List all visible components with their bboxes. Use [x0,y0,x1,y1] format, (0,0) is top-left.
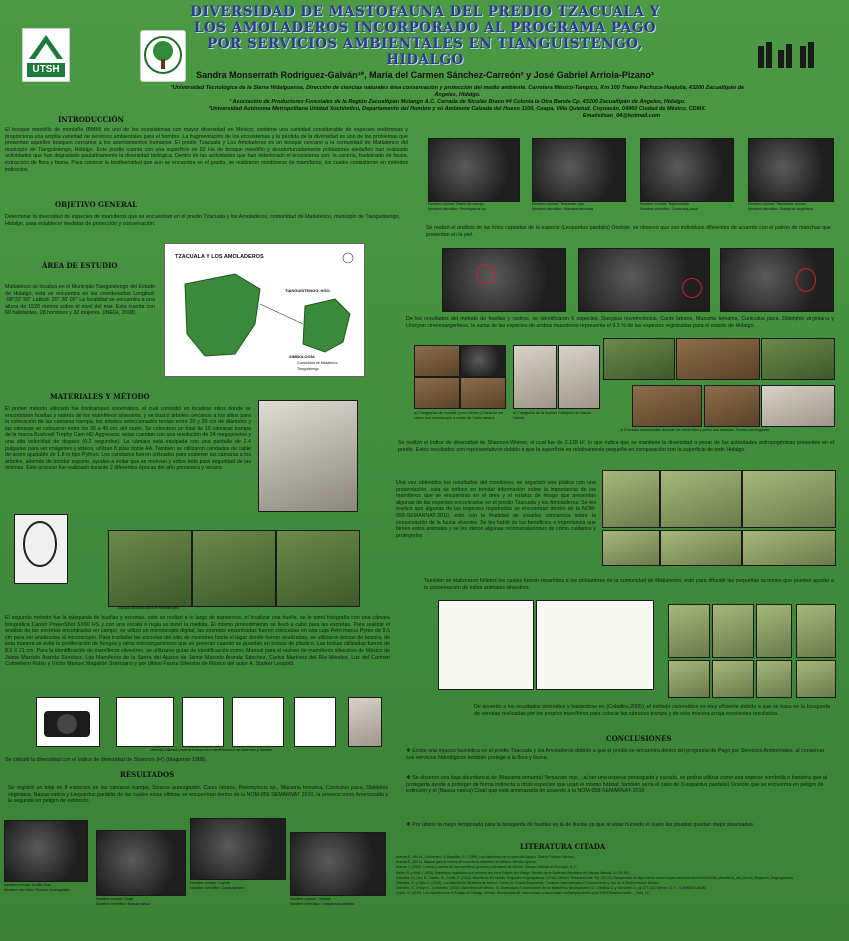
poster-title: DIVERSIDAD DE MASTOFAUNA DEL PREDIO TZACUALA Y LOS AMOLADEROS INCORPORADO AL PROGRAMA PAGO POR SERVICIOS AMBIENTALES EN TIANGUISTENGO, HIDALGO [190,4,660,68]
caption-mazama: Nombre común: Temazate rojo Nombre científico: Mazama temama [532,202,593,211]
map-title: TZACUALA Y LOS AMOLADEROS [175,254,264,260]
reference-7: Ceballos, G., Arroyo C., y Medellín. (2002). Mamíferos de México. In: Diversidad y Conservación de los Mamíferos Neotropicales (G. Ceballos G. y Simonetti J.). pp.377-413. México, D. F.: CONABIO-UNAM. [396,886,707,891]
photo-petri [182,697,224,747]
caption-coati: Nombre común: Coatí Nombre científico: Nasua narica [96,897,151,906]
photo-microscope [232,697,284,747]
photo-entrega-5 [668,660,710,698]
photo-platica-1 [602,470,660,528]
materiales-text-2: El segundo método fue la búsqueda de huellas y excretas, este se realizó a lo largo de transectos, el localizar una huella, se le tomó fotografía con una cámara fotográfica Canon PowerShot SX60 HS y con una escala o regla se tomó la medida. El mismo procedimiento se llevó a cabo para las excretas. Para realizar el análisis de las excretas encontradas en campo, se utilizó un microscopio digital, las excretas encontradas fueron colocadas en una caja Petri marca Pyrex de 9.5 cm para ser analizadas al microscopio. Para trasladar las excretas del sitio de muestreo hasta el lugar donde fueron analizadas, se utilizaron bolsas de basura, de esta manera se evita la proliferación de hongos y otros microorganismos que se generan cuando se guardan en bolsas de plástico. Las bolsas utilizadas fueron de 8.5 X 21 cm. Para la identificación de mamíferos silvestres, se utilizaron guías de identificación como: Manual para el rastreo de mamíferos silvestres de México de Jaime Marcelo Aranda Sánchez, Los Mamíferos de la Sierra del Ajusco de Jaime Marcelo Aranda Sánchez, Carlos Martínez del Río Méndez, Luz del Carmen Colmenero Rolón y Víctor Manuel Magallón Sotérzano y por último Fauna Silvestre de México del autor A. Starker Leopold. [5,615,390,668]
area-text: Matlatenco se localiza en el Municipio Tianguistengo del Estado de Hidalgo, esta se encuentra en las coordenadas Longitud: -98°32' 50" Latitud: 20° 38' 00" La localidad se encuentra a una altura de 1520 metros sobre el nivel del mar. Esta cuenta con 60 habitantes, 28 hombres y 32 mujeres. (INEGI, 2008) [5,284,155,317]
reference-3: Aranda J. (2000). Huellas y rastros de los mamíferos grandes y medianos de México. Xalapa: Instituto de Ecología, A. C. [396,865,578,870]
photo-entrega-7 [756,660,792,698]
uam-logo [756,40,818,74]
photo-rastro-5 [704,385,760,427]
shannon-text: Se realizó el índice de diversidad de Shannon-Wiener, el cual fue de 2.128 H', lo que indica que se mantiene la diversidad a pesar de las actividades antropogénicas presentes en el predio. Estos resultados son representativos debido a que la superficie es relativamente pequeña en comparación con la superficie de todo Hidalgo. [398,440,834,453]
caption-coyote: Nombre común: Coyote Nombre científico: Canis latrans [190,881,244,890]
reference-8: López, N. (2015). Los mamíferos en el Estado de Hidalgo, México. Recuperado de: www.revista.conacyt.unam.mx/theryamx/index.php/THERYA/article/view/..._Hidd_18 [396,891,649,896]
materiales-heading: MATERIALES Y MÉTODO [50,392,150,401]
resultados-heading: RESULTADOS [120,770,175,779]
photo-ocelote [290,832,386,896]
huellas-text: De los resultados del método de huellas y rastros, se identificaron 6 especies. Dasypus novemcinctus, Canis latrans, Mazama temama, Cuniculus paca, Didelphis virginiana y Urocyon cinereoargenteus, la suma de las especies de ambos muestreos representa el 9.5 % de las especies registradas para el estado de Hidalgo. [406,316,834,329]
materiales-text-3: Se calculó la diversidad con el índice de diversidad de Shannon (H') (Magurran 1988). [5,757,208,763]
conclusion-2-text: Se observó una baja abundancia de (Mazama temama) Temazate rojo, , al ser una especie perseguida y cazada, se podría utilizar como una especie sombrilla o bandera que al protegerla ayude a proteger de forma indirecta a otras especies que usan el mismo hábitat, también sería el caso de (Leopardus pardalis) Ocelote que se encuentra en peligro de extinción y el (Nasua narica) Coatí que está amenazada de acuerdo a la NOM-059-SEMARNAT-2010 [406,775,828,795]
affiliation-2: ² Asociación de Productores Forestales de la Región Zacualtipán Molango A.C. Cerrada de Nicolás Bravo #4 Colonia la Otra Banda Cp. 43200 Zacualtipán de Ángeles, Hidalgo. [229,99,686,105]
literatura-heading: LITERATURA CITADA [520,842,606,851]
photo-guide [348,697,382,747]
bullet-icon: ❖ [406,748,413,754]
conclusion-1 [406,748,831,761]
map-legend-2: Tianguistengo [297,367,319,371]
photo-entrega-2 [712,604,754,658]
reference-5: Ceballos, G., List, R., Valdes, R., Christ, P. (2010). Mamíferos del mundo: Regiones biogeográficas. (1ª ed.) México: ResearchGate. Pp. (35-70). Recuperado de https://www.researchgate.net/publication/316693436_Mamiferos_del_Mundo_Regiones_biogeograficas [396,875,793,880]
equipo-caption: Equipo utilizado para el fototrampeo [118,606,179,610]
photo-platica-5 [660,530,742,566]
photo-huella-2 [558,345,600,409]
photo-platica-4 [602,530,660,566]
reference-1: Aranda S., Río M., Colmenero, & Magallón, G. ( 1995). Los Mamíferos de la sierra del Ajusco. Distrito Federal: México. [396,855,575,859]
intro-text: El bosque mesófilo de montaña (BMM) es uno de los ecosistemas con mayor diversidad en México; contiene una cantidad considerable de especies endémicas y proporciona una amplia variedad de servicios ambientales para el hombre. La fragmentación de los ecosistemas y la pérdida de la diversidad es uno de los problemas que presentan aquellos bosques cercanos a los asentamientos humanos. El predio Tzacuala y Los Amoladeros es un bosque cercano a la comunidad de Matlatenco del municipio de Tianguistengo, Hidalgo. Este predio cuenta con una superficie de 82 Ha de bosque mesófilo y desafortunadamente pobladores aledaños han realizado actividades que han degradado paulatinamente la diversidad biológica. Dentro de las actividades que han deteriorado el ecosistema son: la cacería, tradeinado de fauna, extracción de flora y fauna. Para conocer la biodiversidad que aun se encuentra en el predio, se realizaron monitoreos de mamíferos, los cuales consistieron en métodos indirectos. [5,127,408,173]
photo-entrega-3 [756,604,792,658]
affiliations [165,85,750,120]
utsh-logo [22,28,70,82]
photo-ocelote-3 [720,248,834,312]
bullet-icon: ❖ [406,822,413,828]
map-graphic [165,244,364,376]
platica-text: Una vez obtenidos los resultados del monitoreo, se organizó una plática con una presentación, esta se enfoco en brindar información sobre la importancia de los mamíferos que se encuentran en el área y el estatus de riesgo que presentan algunas de las especies encontradas en el predio Tzacuala y los Amoladeros. Se les explicó que algunas de las especies registradas se encuentran dentro de la NOM-059-SEMARNAT-2010, esto con la finalidad de crearles conciencia sobre la conservación de la fauna silvestre. Se les habló de los beneficios e importancia que tienen estos animales y se les dieron algunas recomendaciones de cómo cuidarlos y protegerlos [396,480,596,539]
reference-6: Ceballos, G. y Oliva G. (2005). Los Mamíferos Silvestres de México. Fondo de Cultura Económica, Comisión Nacional para el Conocimiento y Uso de la Biodiversidad: México. [396,881,660,886]
ocelote-text: Se realizó el análisis de las fotos captadas de la especie (Leopardus pardalis) Ocelote, se observó que son individuos diferentes de acuerdo con el patrón de manchas que presentan en la piel. [426,225,831,238]
photo-entrega-8 [796,660,836,698]
photo-coati [96,830,186,896]
objetivo-heading: OBJETIVO GENERAL [55,200,138,209]
conclusion-1-text: Existe una riqueza faunística en el predio Tzacuala y los Amoladeros debido a que el predio se encuentra dentro del programa de Pago por Servicios Ambientales, al conservar sus servicios hidrológicos también protege a la flora y fauna. [406,748,825,761]
ceballos-text: De acuerdo a los resultados obtenidos y basándose en (Ceballos,2005), el método sistemático es muy eficiente debido a que se basa en la búsqueda de veredas realizadas por los propios mamíferos para colocar las cámaras trampa y de esta manera arroja excelentes resultados. [474,704,830,717]
photo-rastro-6 [761,385,835,427]
reference-2: Aranda S. (2012). Manual para el rastreo de mamíferos silvestres de México. México: Apunte. [396,860,537,865]
photo-excreta-4 [460,377,506,409]
photo-entrega-6 [712,660,754,698]
photo-field-2 [192,530,276,607]
photo-didelphis [748,138,834,202]
map-legend-1: Comunidad de Matlatenco [297,361,338,365]
map-label: TIANGUISTENGO, HGO. [285,288,331,293]
photo-excreta-2 [460,345,506,377]
caption-ocelote: Nombre común: Ocelote Nombre científico: Leopardus pardalis [290,897,354,906]
photo-rastro-1 [603,338,675,380]
photo-mazama [532,138,626,202]
ocelote-ring-2 [682,278,702,298]
resultados-text-1: Se registró un total de 8 especies en las cámaras trampa, Sciurus aureogaster, Canis latrans, Peromyscus sp., Mazama temama, Cuniculus paca, Didelphis virginiana, Nasua narica y Leopardus pardalis de las cuales estas últimas se encuentran dentro de la NOM-059 SEMARNAT 2010, la primera como Amenazada y la segunda en peligro de extinción. [8,785,388,805]
references [396,855,836,897]
photo-excreta-1 [414,345,460,377]
photo-folleto-1 [438,600,534,690]
bullet-icon: ❖ [406,775,413,781]
map-legend: SIMBOLOGÍA [289,354,315,359]
photo-rastro-2 [676,338,760,380]
caption-didelphis: Nombre común: Tlacuache común Nombre científico: Didelphis virginiana [748,202,813,211]
email: Emailsilsan_04@hotmail.com [582,113,660,119]
photo-bag [294,697,336,747]
cable-lock-icon [14,514,66,582]
photo-entrega-1 [668,604,710,658]
conclusion-2 [406,775,831,795]
authors: Sandra Monserrath Rodríguez-Galván¹*, María del Carmen Sánchez-Carreón² y José Gabriel Arriola-Pizano³ [196,70,654,80]
affiliation-3: ³Universidad Autónoma Metropolitana Unidad Xochimilco, Departamento del Hombre y su Ambiente Calzada del Hueso 1100, Coapa, Villa Quietud, Coyoacán, 04960 Ciudad de México, CDMX. [208,106,707,112]
photo-peromyscus [428,138,520,202]
photo-rastro-4 [632,385,702,427]
photo-cuniculus [640,138,734,202]
photo-entrega-4 [796,604,836,658]
ocelote-ring-3 [796,268,816,292]
conclusion-3-text: Por último la mejor temporada para la búsqueda de huellas es la de lluvias ya que al estar húmedo el suelo las pisadas quedan mejor plasmadas. [412,822,755,828]
folletos-text: También se elaboraron folletos los cuales fueron repartidos a los pobladores de la comunidad de Matlatenco, esto para difundir las pequeñas acciones que pueden ayudar a la conservación de estos animales silvestres. [424,578,834,591]
caption-ardilla: Nombre común: Ardilla Gris Nombre científico: Sciurus aureogaster [4,883,70,892]
photo-platica-6 [742,530,836,566]
photo-rastro-3 [761,338,835,380]
affiliation-1: ¹Universidad Tecnológica de la Sierra Hidalguense, Dirección de ciencias naturales área conservación y protección del medio ambiente. Carretera México-Tampico, Km 100 Tramo Pachuca-Huejutla, 43200 Zacualtipán de Ángeles, Hidalgo. [170,85,745,98]
utsh-logo-text: UTSH [32,64,60,75]
uam-emblem-icon [756,40,818,74]
caption-peromyscus: Nombre común: Ratón de campo Nombre científico: Peromyscus sp. [428,202,487,211]
camera-icon [40,703,94,741]
photo-camera-trap [258,400,358,512]
study-area-map [164,243,365,377]
micro-caption-a: a) Fotografías de excreta y pelo dentro y fuera de ser vistos con microscopio a mano de Canis latrans [414,411,504,420]
materiales-text-1: El primer método utilizado fue fototrampeo sistemático, el cual consistió en localizar sitios donde se encontraron huellas y rastros de los mamíferos silvestres, y se buscó árboles cercanos a los sitios para la colocación de las cámaras trampa, los árboles seleccionados tenían entre 20 y 30 cm de diámetro y las cámaras se colocaron entre los 30 a 40 cm. del suelo. Se colocaron un total de 10 cámaras trampa de la marca Bushnell Trophy Cam HD Aggressor, estas cuentan con una resolución de 24 megapixeles y una alta velocidad de disparo (0.2 segundos). La cámara está equipada con una pantalla de 2.4 pulgadas para ver imágenes y videos, utilizan 8 pilas doble AA. También se utilizaron candados de cable de acero ajustable de 1.8 m tipo Python. Los candados fueron utilizados para sostener las cámaras a los árboles, además de brindar soporte, ayudan a evitar que se muevan y sobre todo para seguridad de las mismas. Este proceso fue realizado durante 2 diferentes épocas del año primavera y verano. [5,406,251,472]
photo-field-1 [108,530,192,607]
photo-coyote [190,818,286,880]
photo-folleto-2 [536,600,654,690]
conclusiones-heading: CONCLUSIONES [606,734,672,743]
area-heading: ÁREA DE ESTUDIO [42,261,118,270]
tools-caption: Material utilizado para la búsqueda e identificación de excretas y huellas [150,748,272,752]
photo-ruler [116,697,174,747]
photo-huella-1 [513,345,557,409]
photo-field-3 [276,530,360,607]
micro-caption-c: c) Excretas encontradas durante los recorridos y pelos con caracas, Sciurus aureogaster. [620,428,771,432]
photo-ocelote-1 [442,248,566,312]
conclusion-3 [406,822,831,829]
caption-cuniculus: Nombre común: Tepezcuintle Nombre científico: Cuniculus paca [640,202,698,211]
photo-platica-2 [660,470,742,528]
photo-platica-3 [742,470,836,528]
objetivo-text: Determinar la diversidad de especies de mamíferos que se encuentran en el predio Tzacuala y los Amoladeros, comunidad de Matlatenco, municipio de Tianguistengo, Hidalgo, para establecer medidas de protección y conservación. [5,214,400,227]
ocelote-ring-1 [476,264,496,284]
intro-heading: INTRODUCCIÓN [58,115,124,124]
photo-excreta-3 [414,377,460,409]
photo-ardilla [4,820,88,882]
reference-4: Baker, R. y Wolf. ( 1953). Mamíferos registrados por primera vez en el Estado de Hidalgo. Revista de la Sociedad Mexicana de Historia Natural. 14: 99-100. [396,870,631,875]
micro-caption-b: b) Fotografía de la huellas Didelphis de Nasua Narica [513,411,592,420]
